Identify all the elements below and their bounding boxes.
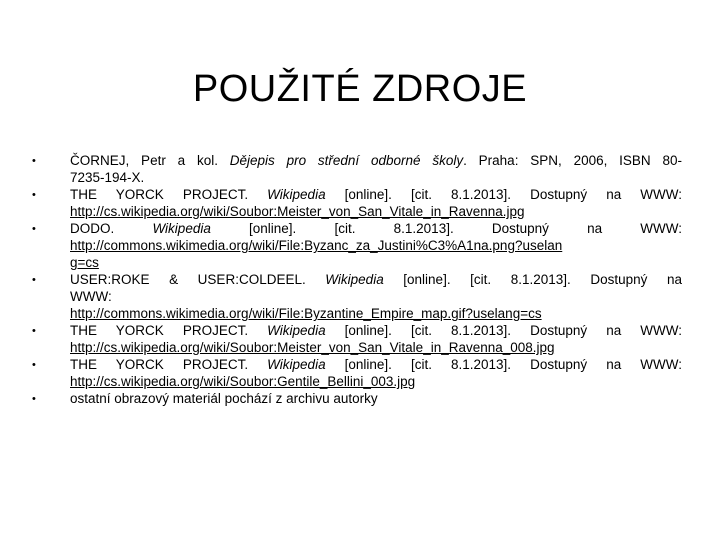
bullet-icon: •: [32, 325, 36, 337]
citation-author: THE YORCK PROJECT.: [70, 187, 268, 202]
citation-access-info: [online]. [cit. 8.1.2013]. Dostupný na WWW:: [210, 221, 682, 236]
citation-text: [70, 220, 682, 237]
bullet-icon: •: [32, 393, 36, 405]
list-item: [32, 390, 682, 407]
citation-work-title: Wikipedia: [267, 187, 326, 202]
list-item: [32, 271, 682, 322]
citation-access-info: [online]. [cit. 8.1.2013]. Dostupný na WWW:: [325, 357, 682, 372]
list-item: [32, 356, 682, 390]
citation-text: [70, 322, 682, 339]
bullet-icon: •: [32, 189, 36, 201]
page-title: POUŽITÉ ZDROJE: [192, 68, 528, 110]
citation-author: USER:ROKE & USER:COLDEEL.: [70, 272, 326, 287]
source-link-continuation[interactable]: g=cs: [70, 255, 99, 270]
citation-access-info: [online]. [cit. 8.1.2013]. Dostupný na WWW:: [325, 187, 682, 202]
citation-access-info: [online]. [cit. 8.1.2013]. Dostupný na WWW:: [325, 323, 682, 338]
source-link[interactable]: http://commons.wikimedia.org/wiki/File:Byzantine_Empire_map.gif?uselang=cs: [70, 306, 542, 321]
list-item: [32, 322, 682, 356]
bullet-icon: •: [32, 223, 36, 235]
citation-continuation: WWW:: [70, 289, 112, 304]
citation-continuation: 7235-194-X.: [70, 170, 145, 185]
citation-text: [70, 271, 682, 288]
sources-list: [32, 152, 682, 407]
citation-author: THE YORCK PROJECT.: [70, 357, 268, 372]
citation-publisher: . Praha: SPN, 2006, ISBN 80-: [463, 153, 682, 168]
citation-work-title: Dějepis pro střední odborné školy: [229, 153, 464, 168]
source-link[interactable]: http://cs.wikipedia.org/wiki/Soubor:Gentile_Bellini_003.jpg: [70, 374, 416, 389]
list-item: [32, 186, 682, 220]
citation-author: ČORNEJ, Petr a kol.: [70, 153, 230, 168]
citation-text: [70, 186, 682, 203]
source-link[interactable]: http://cs.wikipedia.org/wiki/Soubor:Meister_von_San_Vitale_in_Ravenna_008.jpg: [70, 340, 555, 355]
citation-text: ostatní obrazový materiál pochází z archivu autorky: [70, 391, 378, 406]
bullet-icon: •: [32, 359, 36, 371]
source-link[interactable]: http://commons.wikimedia.org/wiki/File:Byzanc_za_Justini%C3%A1na.png?uselan: [70, 238, 563, 253]
source-link[interactable]: http://cs.wikipedia.org/wiki/Soubor:Meister_von_San_Vitale_in_Ravenna.jpg: [70, 204, 525, 219]
citation-work-title: Wikipedia: [267, 357, 326, 372]
citation-work-title: Wikipedia: [325, 272, 384, 287]
citation-text: [70, 356, 682, 373]
citation-access-info: [online]. [cit. 8.1.2013]. Dostupný na: [383, 272, 682, 287]
citation-work-title: Wikipedia: [152, 221, 211, 236]
citation-text: [70, 152, 682, 169]
list-item: [32, 220, 682, 271]
bullet-icon: •: [32, 274, 36, 286]
citation-author: DODO.: [70, 221, 153, 236]
bullet-icon: •: [32, 155, 36, 167]
citation-author: THE YORCK PROJECT.: [70, 323, 268, 338]
list-item: [32, 152, 682, 186]
citation-work-title: Wikipedia: [267, 323, 326, 338]
